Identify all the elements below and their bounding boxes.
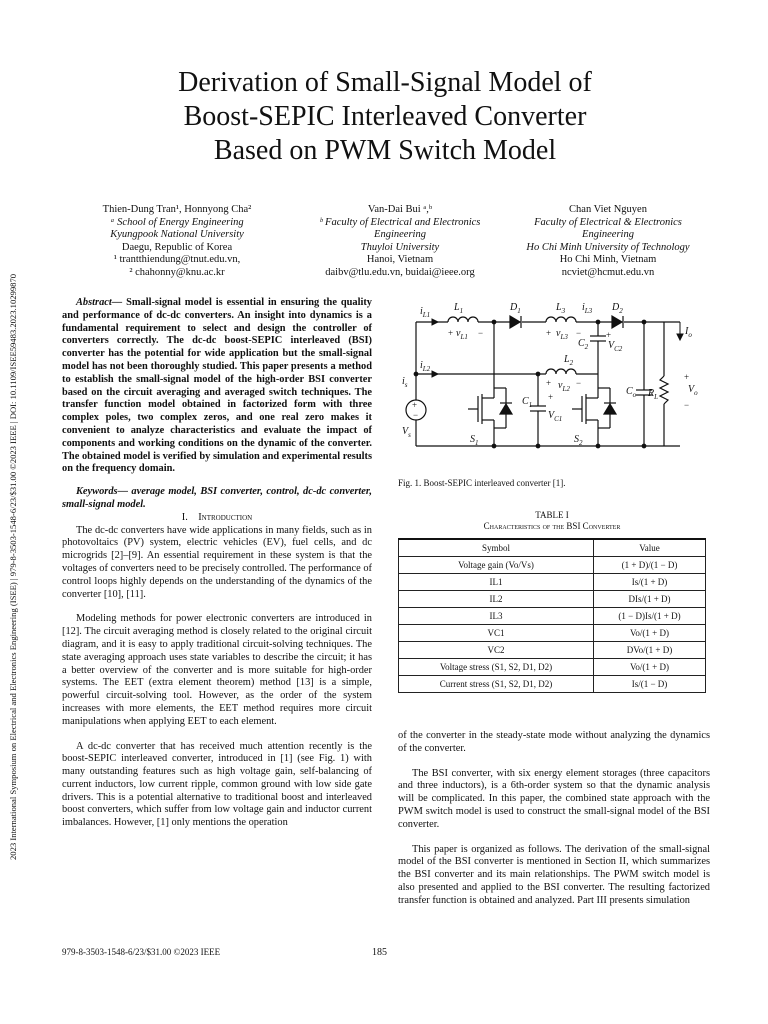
author-affiliation: Kyungpook National University bbox=[110, 229, 244, 241]
table-heading bbox=[398, 510, 706, 532]
author-email[interactable]: ¹ trantthiendung@tnut.edu.vn, bbox=[113, 254, 241, 266]
characteristics-table bbox=[398, 538, 706, 693]
label-vL3: $v_{L3}$ bbox=[556, 328, 568, 341]
label-D2: $D_2$ bbox=[612, 302, 623, 315]
label-VC2: $V_{C2}$ bbox=[608, 340, 623, 353]
paragraph: This paper is organized as follows. The derivation of the small-signal model of the BSI converter is mentioned in Section II, which summarizes the BSI converter and its main relationships. The PWM switch model is also presented and applied to the BSI converter. The resulting factorized transfer function is obtained and analyzed. Part III presents simulation bbox=[398, 843, 710, 906]
author-affiliation: Engineering bbox=[582, 229, 634, 241]
table-cell: Vo/(1 + D) bbox=[594, 625, 706, 642]
table-cell: VC1 bbox=[399, 625, 594, 642]
label-vL1: $v_{L1}$ bbox=[456, 328, 468, 341]
paragraph: The dc-dc converters have wide applications in many fields, such as in photovoltaics (PV) system, electric vehicles (EV), fuel cells, and dc microgrids [2]–[9]. An essential requirement in these system is that the voltages of converters need to be precisely controlled. The performance of control loops highly depends on the understanding of the dynamics of the converter [10], [11]. bbox=[62, 524, 372, 600]
table-cell: Vo/(1 + D) bbox=[594, 659, 706, 676]
polarity-minus: − bbox=[684, 400, 690, 410]
section-number: I. bbox=[181, 511, 188, 523]
title-line-1: Derivation of Small-Signal Model of bbox=[178, 67, 592, 98]
author-affiliation: ᵃ School of Energy Engineering bbox=[110, 216, 244, 228]
table-header-cell: Value bbox=[594, 539, 706, 557]
author-location: Hanoi, Vietnam bbox=[366, 254, 434, 266]
paragraph: A dc-dc converter that has received much attention recently is the boost-SEPIC interleaved converter, introduced in [1] (see Fig. 1) with many outstanding features such as high voltage gain, self-balancing of current inductors, low current ripple, common ground with low side gate drivers. This is a potential alternative to traditional boost and interleaved boost converters, which suffer from low voltage gain and inductor current imbalances. However, [1] only mentions the operation bbox=[62, 740, 372, 829]
table-cell: VC2 bbox=[399, 642, 594, 659]
author-affiliation: Ho Chi Minh University of Technology bbox=[526, 241, 690, 253]
section-heading bbox=[62, 512, 372, 525]
polarity-plus: + bbox=[548, 392, 554, 402]
label-S1: $S_1$ bbox=[470, 434, 479, 447]
page-number: 185 bbox=[372, 947, 387, 958]
left-column bbox=[62, 297, 372, 830]
paragraph: of the converter in the steady-state mode without analyzing the dynamics of the converter. bbox=[398, 730, 710, 754]
author-name: Van-Dai Bui ᵃ,ᵇ bbox=[367, 204, 433, 215]
footer-copyright: 979-8-3503-1548-6/23/$31.00 ©2023 IEEE bbox=[62, 947, 221, 957]
title-line-2: Boost-SEPIC Interleaved Converter bbox=[183, 101, 587, 132]
table-cell: Is/(1 − D) bbox=[594, 676, 706, 693]
author-email[interactable]: daibv@tlu.edu.vn, buidai@ieee.org bbox=[325, 266, 475, 278]
polarity-plus: + bbox=[448, 328, 454, 338]
polarity-plus: + bbox=[546, 328, 552, 338]
polarity-plus: + bbox=[684, 372, 690, 382]
label-iL2: $i_{L2}$ bbox=[420, 360, 431, 373]
author-block-2 bbox=[300, 204, 500, 280]
table-row bbox=[399, 557, 706, 574]
table-cell: IL1 bbox=[399, 574, 594, 591]
table-cell: Voltage gain (Vo/Vs) bbox=[399, 557, 594, 574]
author-name: Thien-Dung Tran¹, Honnyong Cha² bbox=[102, 204, 252, 215]
table-label: TABLE I bbox=[535, 510, 569, 520]
table-row bbox=[399, 591, 706, 608]
polarity-plus: + bbox=[606, 330, 612, 340]
polarity-minus: − bbox=[413, 410, 419, 420]
table-cell: DIs/(1 + D) bbox=[594, 591, 706, 608]
label-L1: $L_1$ bbox=[454, 302, 464, 315]
table-row bbox=[399, 659, 706, 676]
label-Io: $I_o$ bbox=[685, 326, 692, 339]
author-location: Daegu, Republic of Korea bbox=[121, 241, 233, 253]
figure-caption: Fig. 1. Boost-SEPIC interleaved converter [1]. bbox=[398, 478, 566, 488]
paragraph: Modeling methods for power electronic converters are introduced in [12]. The circuit averaging method is closely related to the original circuit diagram, and it is easy to apply traditional circuit-solving techniques. The state averaging approach uses state variables to describe the circuit; it has a better overview of the converter and is more suitable for high-order systems. The EET (extra element theorem) method [13] is a simple, powerful circuit-solving tool. However, as the order of the system increases with more elements, the EET method requires more circuit manipulations when applying EET to each element. bbox=[62, 613, 372, 727]
table-header-cell: Symbol bbox=[399, 539, 594, 557]
author-affiliation: ᵇ Faculty of Electrical and Electronics bbox=[319, 216, 481, 228]
table-cell: Is/(1 + D) bbox=[594, 574, 706, 591]
polarity-plus: + bbox=[412, 400, 418, 410]
keywords-text: average model, BSI converter, control, dc-dc converter, small-signal model. bbox=[62, 486, 372, 510]
title-line-3: Based on PWM Switch Model bbox=[213, 135, 557, 166]
polarity-minus: − bbox=[478, 328, 484, 338]
author-name: Chan Viet Nguyen bbox=[569, 204, 647, 215]
label-Vs: $V_s$ bbox=[402, 426, 411, 439]
polarity-minus: − bbox=[576, 328, 582, 338]
label-C1: $C_1$ bbox=[522, 396, 533, 409]
polarity-plus: + bbox=[546, 378, 552, 388]
abstract bbox=[62, 297, 372, 476]
label-L3: $L_3$ bbox=[556, 302, 566, 315]
label-Co: $C_o$ bbox=[626, 386, 637, 399]
section-title: Introduction bbox=[198, 511, 253, 523]
author-block-3 bbox=[508, 204, 708, 280]
author-location: Ho Chi Minh, Vietnam bbox=[559, 254, 657, 266]
table-cell: (1 − D)Is/(1 + D) bbox=[594, 608, 706, 625]
label-vL2: $v_{L2}$ bbox=[558, 380, 570, 393]
table-row bbox=[399, 608, 706, 625]
keywords bbox=[62, 486, 372, 512]
label-iL3: $i_{L3}$ bbox=[582, 302, 593, 315]
paper-title bbox=[100, 66, 670, 168]
label-is: $i_s$ bbox=[402, 376, 408, 389]
table-cell: (1 + D)/(1 − D) bbox=[594, 557, 706, 574]
label-VC1: $V_{C1}$ bbox=[548, 410, 563, 423]
author-affiliation: Thuyloi University bbox=[360, 241, 440, 253]
right-column bbox=[398, 730, 710, 908]
label-iL1: $i_{L1}$ bbox=[420, 306, 431, 319]
table-title: Characteristics of the BSI Converter bbox=[483, 521, 621, 531]
table-row bbox=[399, 625, 706, 642]
author-email[interactable]: ncviet@hcmut.edu.vn bbox=[561, 266, 655, 278]
abstract-label: Abstract— bbox=[76, 297, 123, 308]
label-L2: $L_2$ bbox=[564, 354, 574, 367]
abstract-text: Small-signal model is essential in ensuring the quality and performance of dc-dc converters. An insight into dynamics is a fundamental requirement to select and design the controller of converters correctly. The dc-dc boost-SEPIC interleaved (BSI) converter has the potential for wide application but the small-signal model has not been thoroughly studied. This paper presents a method to establish the small-signal model of the high-order BSI converter based on the circuit averaging and averaged switch techniques. The transfer function model obtained in factorized form with three complex poles, two complex zeros, and one real zero makes it convenient to analyze characteristics and evaluate the impact of components and working conditions on the dynamic of the converter. The obtained model is verified by simulation and experimental results on the frequency domain. bbox=[62, 297, 372, 475]
author-block-1 bbox=[62, 204, 292, 280]
table-row bbox=[399, 676, 706, 693]
table-cell: DVo/(1 + D) bbox=[594, 642, 706, 659]
label-Vo: $V_o$ bbox=[688, 384, 698, 397]
table-cell: IL2 bbox=[399, 591, 594, 608]
label-D1: $D_1$ bbox=[510, 302, 521, 315]
paragraph: The BSI converter, with six energy element storages (three capacitors and three inductors), is a 6th-order system so that the dynamic analysis will be complicated. In this paper, the combined state approach with the PWM switch model is used to construct the small-signal model of the BSI converter. bbox=[398, 767, 710, 830]
table-cell: Current stress (S1, S2, D1, D2) bbox=[399, 676, 594, 693]
circuit-diagram bbox=[398, 296, 710, 456]
doi-sidebar-text: 2023 International Symposium on Electrical and Electronics Engineering (ISEE) | 979-8-3503-1548-6/23/$31.00 ©2023 IEEE | DOI: 10.1109/ISEE59483.2023.10299870 bbox=[8, 273, 18, 860]
table-row bbox=[399, 574, 706, 591]
table-header-row bbox=[399, 539, 706, 557]
author-affiliation: Engineering bbox=[374, 229, 426, 241]
doi-sidebar bbox=[8, 170, 22, 860]
label-S2: $S_2$ bbox=[574, 434, 583, 447]
table-cell: Voltage stress (S1, S2, D1, D2) bbox=[399, 659, 594, 676]
author-email[interactable]: ² chahonny@knu.ac.kr bbox=[129, 266, 225, 278]
author-affiliation: Faculty of Electrical & Electronics bbox=[534, 216, 682, 228]
label-RL: $R_L$ bbox=[648, 388, 659, 401]
table-row bbox=[399, 642, 706, 659]
table-cell: IL3 bbox=[399, 608, 594, 625]
label-C2: $C_2$ bbox=[578, 338, 589, 351]
keywords-label: Keywords— bbox=[76, 486, 128, 498]
polarity-minus: − bbox=[576, 378, 582, 388]
